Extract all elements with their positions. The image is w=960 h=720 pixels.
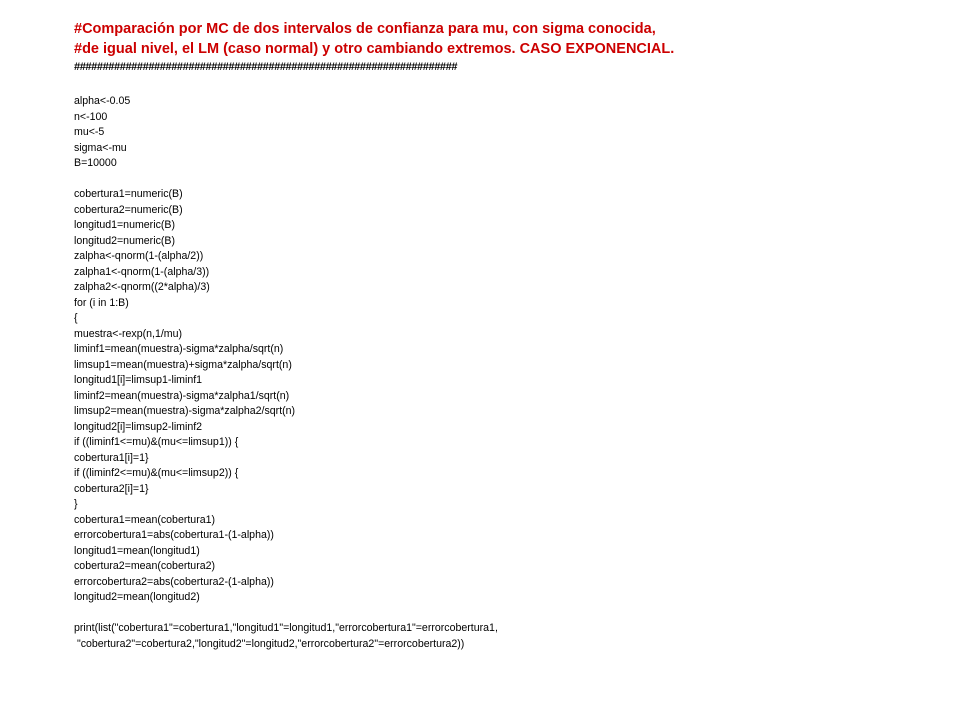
code-line: limsup1=mean(muestra)+sigma*zalpha/sqrt(n) [74, 358, 292, 371]
code-line: alpha<-0.05 [74, 95, 131, 107]
code-line: n<-100 [74, 110, 108, 123]
title-block [74, 19, 934, 74]
code-line: errorcobertura1=abs(cobertura1-(1-alpha)) [74, 529, 274, 541]
code-line: zalpha1<-qnorm(1-(alpha/3)) [74, 265, 210, 278]
code-line: B=10000 [74, 157, 117, 169]
hash-separator: ################################################################### [74, 61, 458, 73]
code-line: longitud2=numeric(B) [74, 234, 175, 247]
code-line: cobertura2[i]=1} [74, 482, 149, 495]
code-line: sigma<-mu [74, 141, 127, 154]
code-line: zalpha2<-qnorm((2*alpha)/3) [74, 281, 210, 293]
code-line: cobertura1=numeric(B) [74, 188, 183, 200]
code-line: liminf1=mean(muestra)-sigma*zalpha/sqrt(n) [74, 343, 284, 355]
code-line: longitud2=mean(longitud2) [74, 591, 200, 603]
code-line: zalpha<-qnorm(1-(alpha/2)) [74, 250, 204, 262]
code-line: errorcobertura2=abs(cobertura2-(1-alpha)) [74, 575, 274, 588]
code-line: cobertura1[i]=1} [74, 451, 149, 464]
code-line: liminf2=mean(muestra)-sigma*zalpha1/sqrt(n) [74, 389, 290, 402]
code-line: cobertura2=mean(cobertura2) [74, 560, 216, 572]
code-line: "cobertura2"=cobertura2,"longitud2"=longitud2,"errorcobertura2"=errorcobertura2)) [74, 637, 465, 650]
blank-line [74, 172, 934, 188]
code-line: limsup2=mean(muestra)-sigma*zalpha2/sqrt(n) [74, 405, 296, 417]
code-line: longitud1[i]=limsup1-liminf1 [74, 374, 203, 386]
code-line: cobertura1=mean(cobertura1) [74, 513, 216, 526]
code-line: longitud1=numeric(B) [74, 219, 175, 231]
code-line: cobertura2=numeric(B) [74, 203, 183, 216]
code-line: longitud2[i]=limsup2-liminf2 [74, 420, 203, 433]
code-line: longitud1=mean(longitud1) [74, 544, 200, 557]
title-line-1: #Comparación por MC de dos intervalos de confianza para mu, con sigma conocida, [74, 21, 656, 37]
code-line: for (i in 1:B) [74, 296, 129, 309]
code-line: { [74, 312, 78, 324]
code-line: if ((liminf1<=mu)&(mu<=limsup1)) { [74, 436, 239, 448]
code-line: mu<-5 [74, 126, 105, 138]
code-line: if ((liminf2<=mu)&(mu<=limsup2)) { [74, 467, 239, 479]
code-line: muestra<-rexp(n,1/mu) [74, 327, 183, 340]
print-section [74, 621, 934, 652]
code-block [74, 94, 934, 652]
title-line-2: #de igual nivel, el LM (caso normal) y otro cambiando extremos. CASO EXPONENCIAL. [74, 41, 675, 57]
code-line: print(list("cobertura1"=cobertura1,"longitud1"=longitud1,"errorcobertura1"=errorcobertura1, [74, 622, 498, 634]
blank-line [74, 606, 934, 622]
code-line: } [74, 498, 78, 510]
params-section [74, 94, 934, 172]
body-section [74, 187, 934, 606]
